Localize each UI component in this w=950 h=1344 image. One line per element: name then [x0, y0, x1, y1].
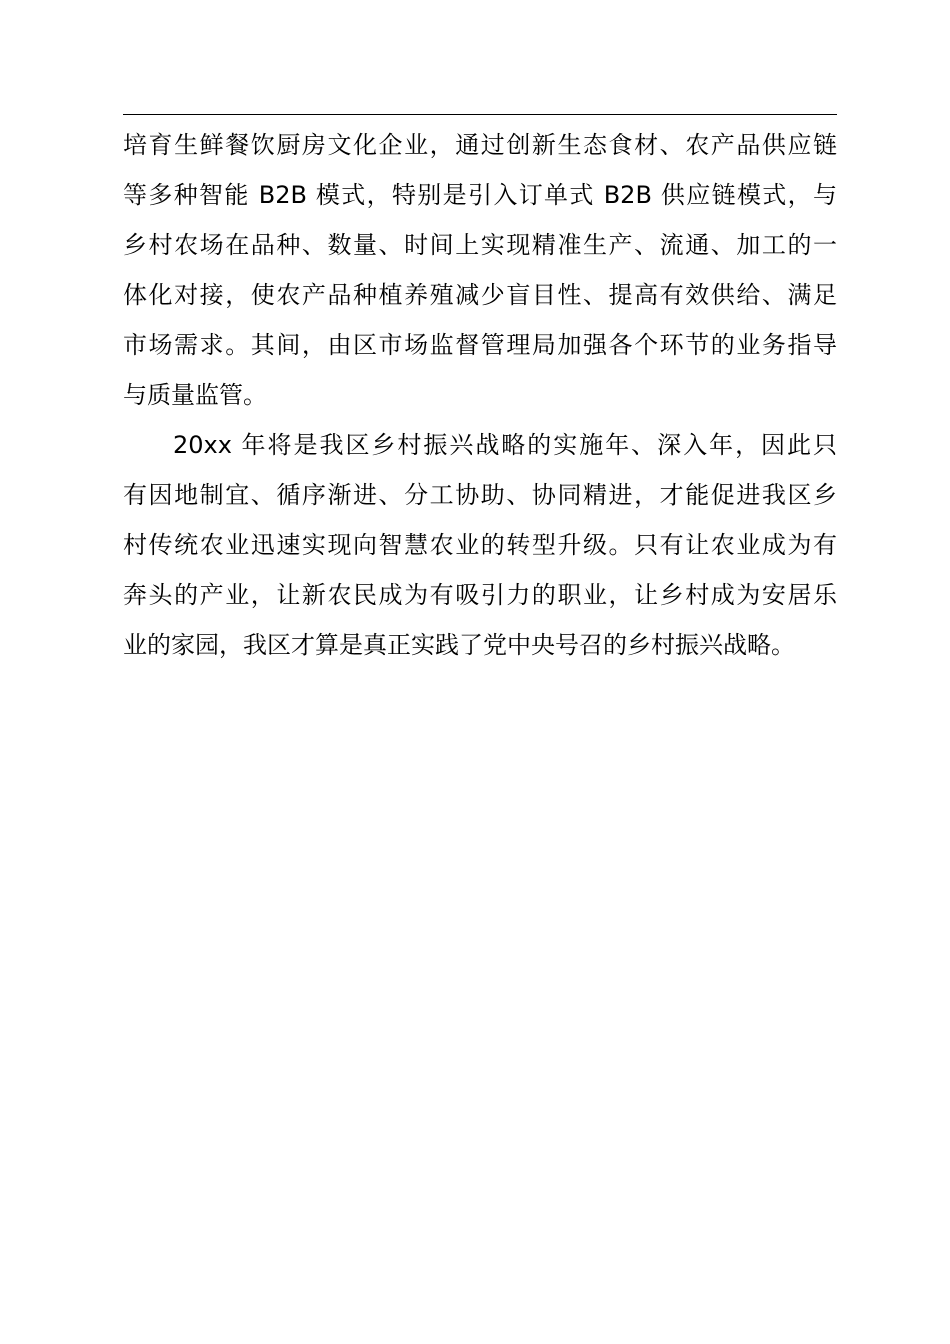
paragraph-line: 有因地制宜、循序渐进、分工协助、协同精进，才能促进我区乡	[123, 481, 837, 509]
paragraph-1	[123, 120, 837, 420]
paragraph-line: 体化对接，使农产品种植养殖减少盲目性、提高有效供给、满足	[123, 281, 837, 309]
document-body	[123, 120, 837, 670]
paragraph-line: 业的家园，我区才算是真正实践了党中央号召的乡村振兴战略。	[123, 631, 795, 659]
header-rule	[123, 114, 837, 115]
paragraph-line: 市场需求。其间，由区市场监督管理局加强各个环节的业务指导	[123, 331, 837, 359]
paragraph-line: 村传统农业迅速实现向智慧农业的转型升级。只有让农业成为有	[123, 531, 837, 559]
paragraph-line: 乡村农场在品种、数量、时间上实现精准生产、流通、加工的一	[123, 231, 837, 259]
paragraph-2	[123, 420, 837, 670]
paragraph-line: 奔头的产业，让新农民成为有吸引力的职业，让乡村成为安居乐	[123, 581, 837, 609]
paragraph-line: 等多种智能 B2B 模式，特别是引入订单式 B2B 供应链模式，与	[123, 181, 837, 209]
paragraph-line: 20xx 年将是我区乡村振兴战略的实施年、深入年，因此只	[173, 431, 837, 459]
paragraph-line: 培育生鲜餐饮厨房文化企业，通过创新生态食材、农产品供应链	[123, 131, 837, 159]
paragraph-line: 与质量监管。	[123, 381, 267, 409]
